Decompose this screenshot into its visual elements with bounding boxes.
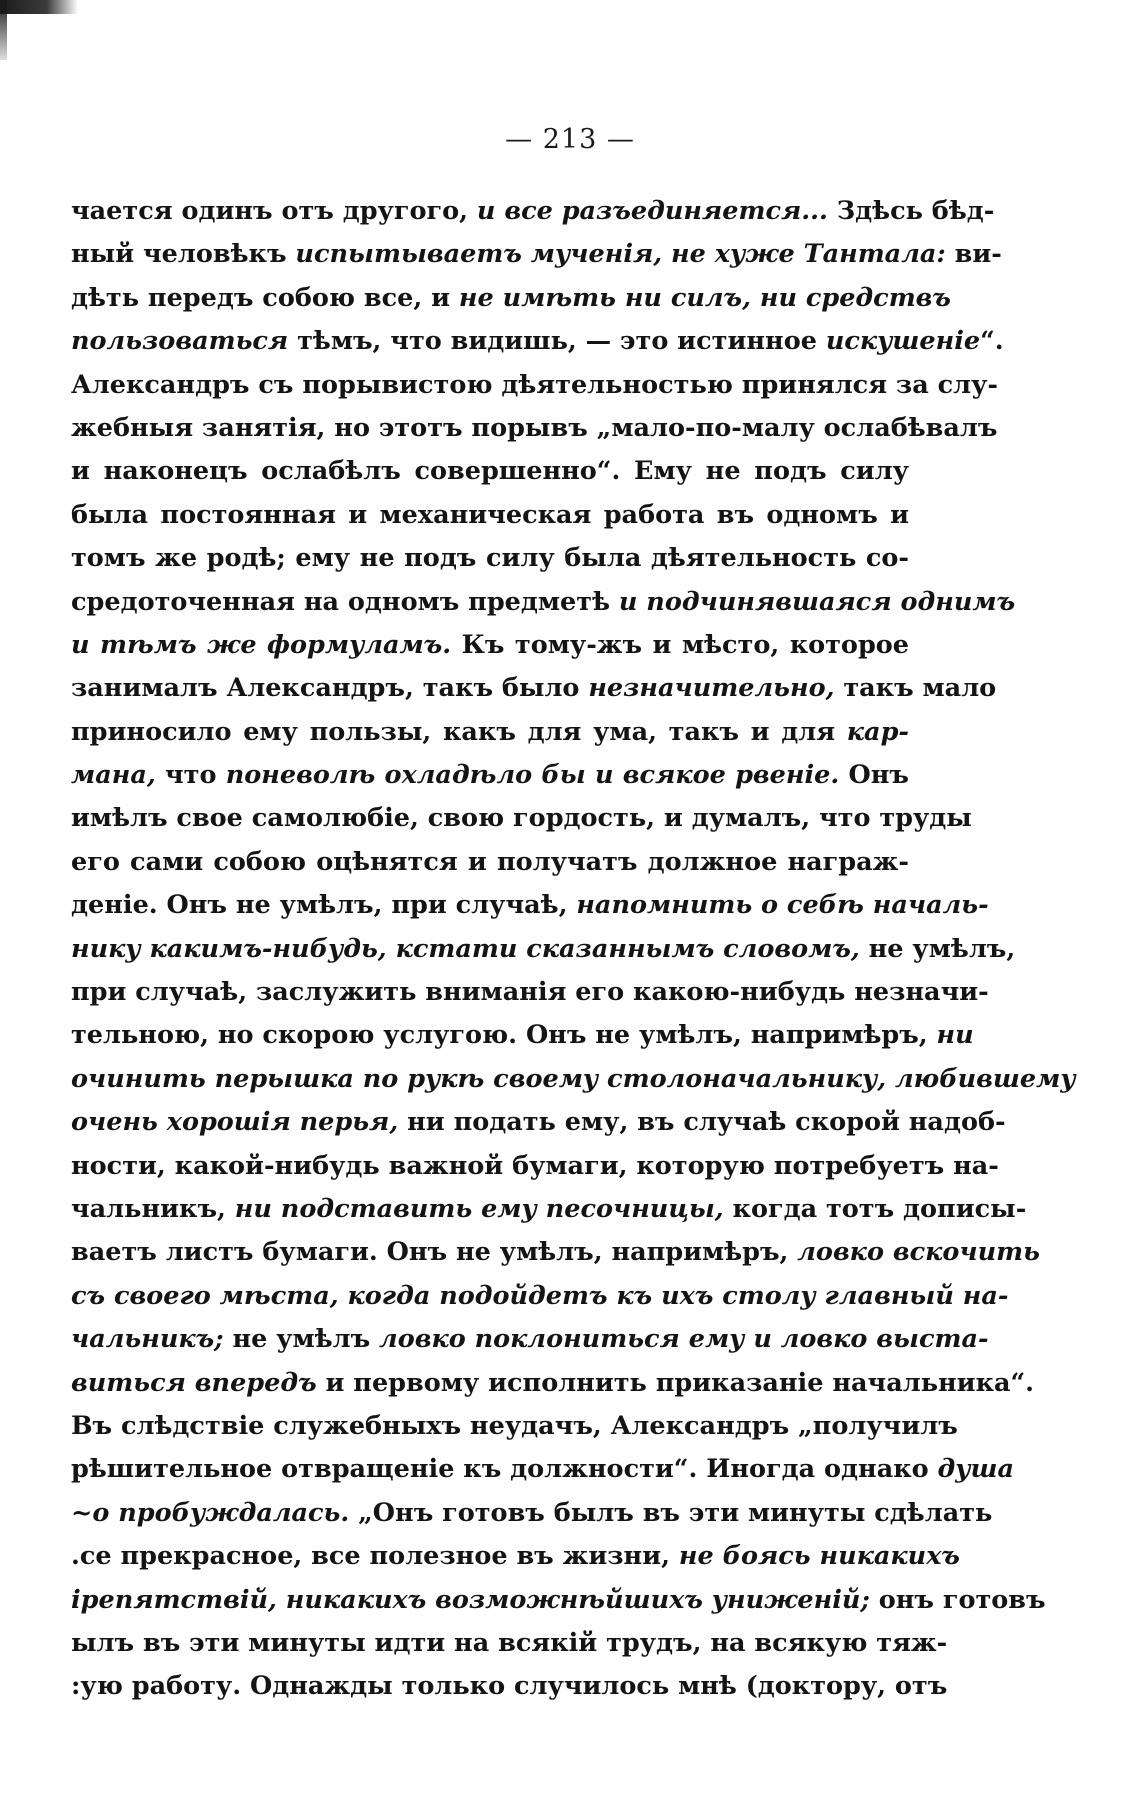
text-line (71, 1362, 1035, 1405)
text-line (71, 1405, 958, 1448)
text-run: Въ слѣдствіе служебныхъ неудачъ, Александръ „получилъ (71, 1410, 958, 1441)
italic-text-run: ни (936, 1020, 974, 1051)
text-run: тѣмъ, что видишь, — это истинное (288, 326, 826, 357)
italic-text-run: ~о пробуждалась. (71, 1497, 350, 1528)
text-run: Онъ (839, 760, 909, 791)
text-run: дѣть передъ собою все, и (71, 282, 459, 313)
text-line (71, 581, 1016, 624)
text-line (71, 1014, 974, 1057)
text-line (71, 624, 909, 667)
text-run: ви- (945, 239, 1002, 270)
text-run: „Онъ готовъ былъ въ эти минуты сдѣлать (349, 1497, 993, 1528)
text-line (71, 1448, 1015, 1491)
text-line (71, 667, 997, 710)
text-run: рѣшительное отвращеніе къ должности“. Иногда однако (71, 1454, 938, 1485)
italic-text-run: ловко поклониться ему и ловко выста- (379, 1324, 989, 1355)
text-line (71, 1535, 960, 1578)
italic-text-run: испытываетъ мученія, не хуже Тантала: (295, 239, 946, 270)
scan-artifact-corner (0, 0, 78, 14)
text-run: когда тотъ дописы- (723, 1193, 1027, 1224)
italic-text-run: очень хорошія перья, (71, 1107, 399, 1138)
italic-text-run: и подчинявшаяся однимъ (618, 586, 1016, 617)
text-run: и первому исполнить приказаніе начальника“. (316, 1367, 1035, 1398)
text-run: занималъ Александръ, такъ было (71, 673, 589, 704)
scan-artifact-edge (0, 0, 7, 60)
italic-text-run: и все разъединяется... (476, 196, 828, 226)
text-line (71, 1579, 1046, 1622)
text-run: ваетъ листъ бумаги. Онъ не умѣлъ, напримѣръ, (71, 1237, 798, 1268)
text-line (71, 494, 909, 537)
body-text (71, 190, 1076, 1709)
text-run: чальникъ, (71, 1193, 235, 1224)
italic-text-run: не имѣть ни силъ, ни средствъ (458, 282, 951, 313)
text-line (71, 1058, 1076, 1101)
text-run: Александръ съ порывистою дѣятельностью принялся за слу- (71, 369, 999, 400)
text-line (71, 1622, 948, 1665)
text-run: Къ тому-жъ и мѣсто, которое (451, 629, 910, 660)
text-line (71, 884, 989, 927)
italic-text-run: съ своего мѣста, когда подойдетъ къ ихъ столу главный на- (71, 1280, 1009, 1311)
text-run: ности, какой-нибудь важной бумаги, которую потребуетъ на- (71, 1150, 999, 1181)
text-run: была постоянная и механическая работа въ одномъ и (71, 499, 909, 530)
italic-text-run: ірепятствій, никакихъ возможнѣйшихъ униженій; (71, 1584, 870, 1615)
italic-text-run: кар- (846, 716, 909, 747)
text-line (71, 1492, 993, 1535)
text-run: средоточенная на одномъ предметѣ (71, 586, 619, 617)
page-number: — 213 — (505, 124, 635, 155)
text-line (71, 841, 909, 884)
italic-text-run: мана, (71, 760, 156, 791)
text-line (71, 407, 998, 450)
text-run: .се прекрасное, все полезное въ жизни, (71, 1541, 679, 1572)
italic-text-run: виться впередъ (71, 1367, 317, 1398)
text-run: его сами собою оцѣнятся и получатъ должное награж- (71, 846, 909, 877)
italic-text-run: очинить перышка по рукѣ своему столоначальнику, любившему (71, 1063, 1076, 1094)
text-run: деніе. Онъ не умѣлъ, при случаѣ, (71, 890, 577, 921)
text-line (71, 320, 1004, 363)
text-line (71, 537, 909, 580)
text-run: Здѣсь бѣд- (827, 196, 995, 226)
italic-text-run: не боясь никакихъ (678, 1541, 960, 1572)
text-run: чается одинъ отъ другого, (71, 196, 477, 226)
italic-text-run: напомнить о себѣ началь- (576, 890, 989, 921)
text-line (71, 1231, 1040, 1274)
text-line (71, 928, 1016, 971)
italic-text-run: душа (937, 1454, 1015, 1485)
text-run: томъ же родѣ; ему не подъ силу была дѣятельность со- (71, 543, 909, 574)
text-run: не умѣлъ (223, 1324, 380, 1355)
italic-text-run: пользоваться (71, 326, 289, 357)
text-line (71, 1145, 999, 1188)
italic-text-run: ни подставить ему песочницы, (234, 1193, 724, 1224)
italic-text-run: ловко вскочить (797, 1237, 1040, 1268)
text-run: при случаѣ, заслужить вниманія его какою-нибудь незначи- (71, 977, 989, 1008)
text-line (71, 277, 951, 320)
italic-text-run: искушеніе (825, 326, 981, 357)
text-run: :ую работу. Однажды только случилось мнѣ (доктору, отъ (71, 1671, 948, 1702)
text-line (71, 754, 909, 797)
text-line (71, 711, 909, 754)
text-line (71, 1188, 1027, 1231)
text-line (71, 1318, 989, 1361)
text-run: онъ готовъ (869, 1584, 1046, 1615)
text-run: ни подать ему, въ случаѣ скорой надоб- (398, 1107, 1006, 1138)
text-run: приносило ему пользы, какъ для ума, такъ и для (71, 716, 847, 747)
text-run: ный человѣкъ (71, 239, 296, 270)
italic-text-run: незначительно, (588, 673, 835, 704)
text-run: такъ мало (834, 673, 997, 704)
italic-text-run: нику какимъ-нибудь, кстати сказаннымъ словомъ, (71, 933, 860, 964)
italic-text-run: и тѣмъ же формуламъ. (71, 629, 452, 660)
text-line (71, 364, 999, 407)
text-line (71, 1275, 1009, 1318)
text-run: тельною, но скорою услугою. Онъ не умѣлъ, напримѣръ, (71, 1020, 937, 1051)
text-line (71, 190, 995, 233)
text-run: “. (980, 326, 1004, 357)
text-run: имѣлъ свое самолюбіе, свою гордость, и думалъ, что труды (71, 803, 972, 834)
text-line (71, 971, 989, 1014)
text-run: что (155, 760, 226, 791)
italic-text-run: поневолѣ охладѣло бы и всякое рвеніе. (225, 760, 840, 791)
text-run: не умѣлъ, (859, 933, 1016, 964)
text-line (71, 450, 909, 493)
text-line (71, 1101, 1006, 1144)
text-line (71, 233, 1002, 276)
italic-text-run: чальникъ; (71, 1324, 224, 1355)
text-line (71, 1665, 948, 1708)
text-run: жебныя занятія, но этотъ порывъ „мало-по-малу ослабѣвалъ (71, 412, 998, 443)
text-line (71, 797, 972, 840)
text-run: и наконецъ ослабѣлъ совершенно“. Ему не подъ силу (71, 456, 909, 487)
text-run: ылъ въ эти минуты идти на всякій трудъ, на всякую тяж- (71, 1627, 948, 1658)
